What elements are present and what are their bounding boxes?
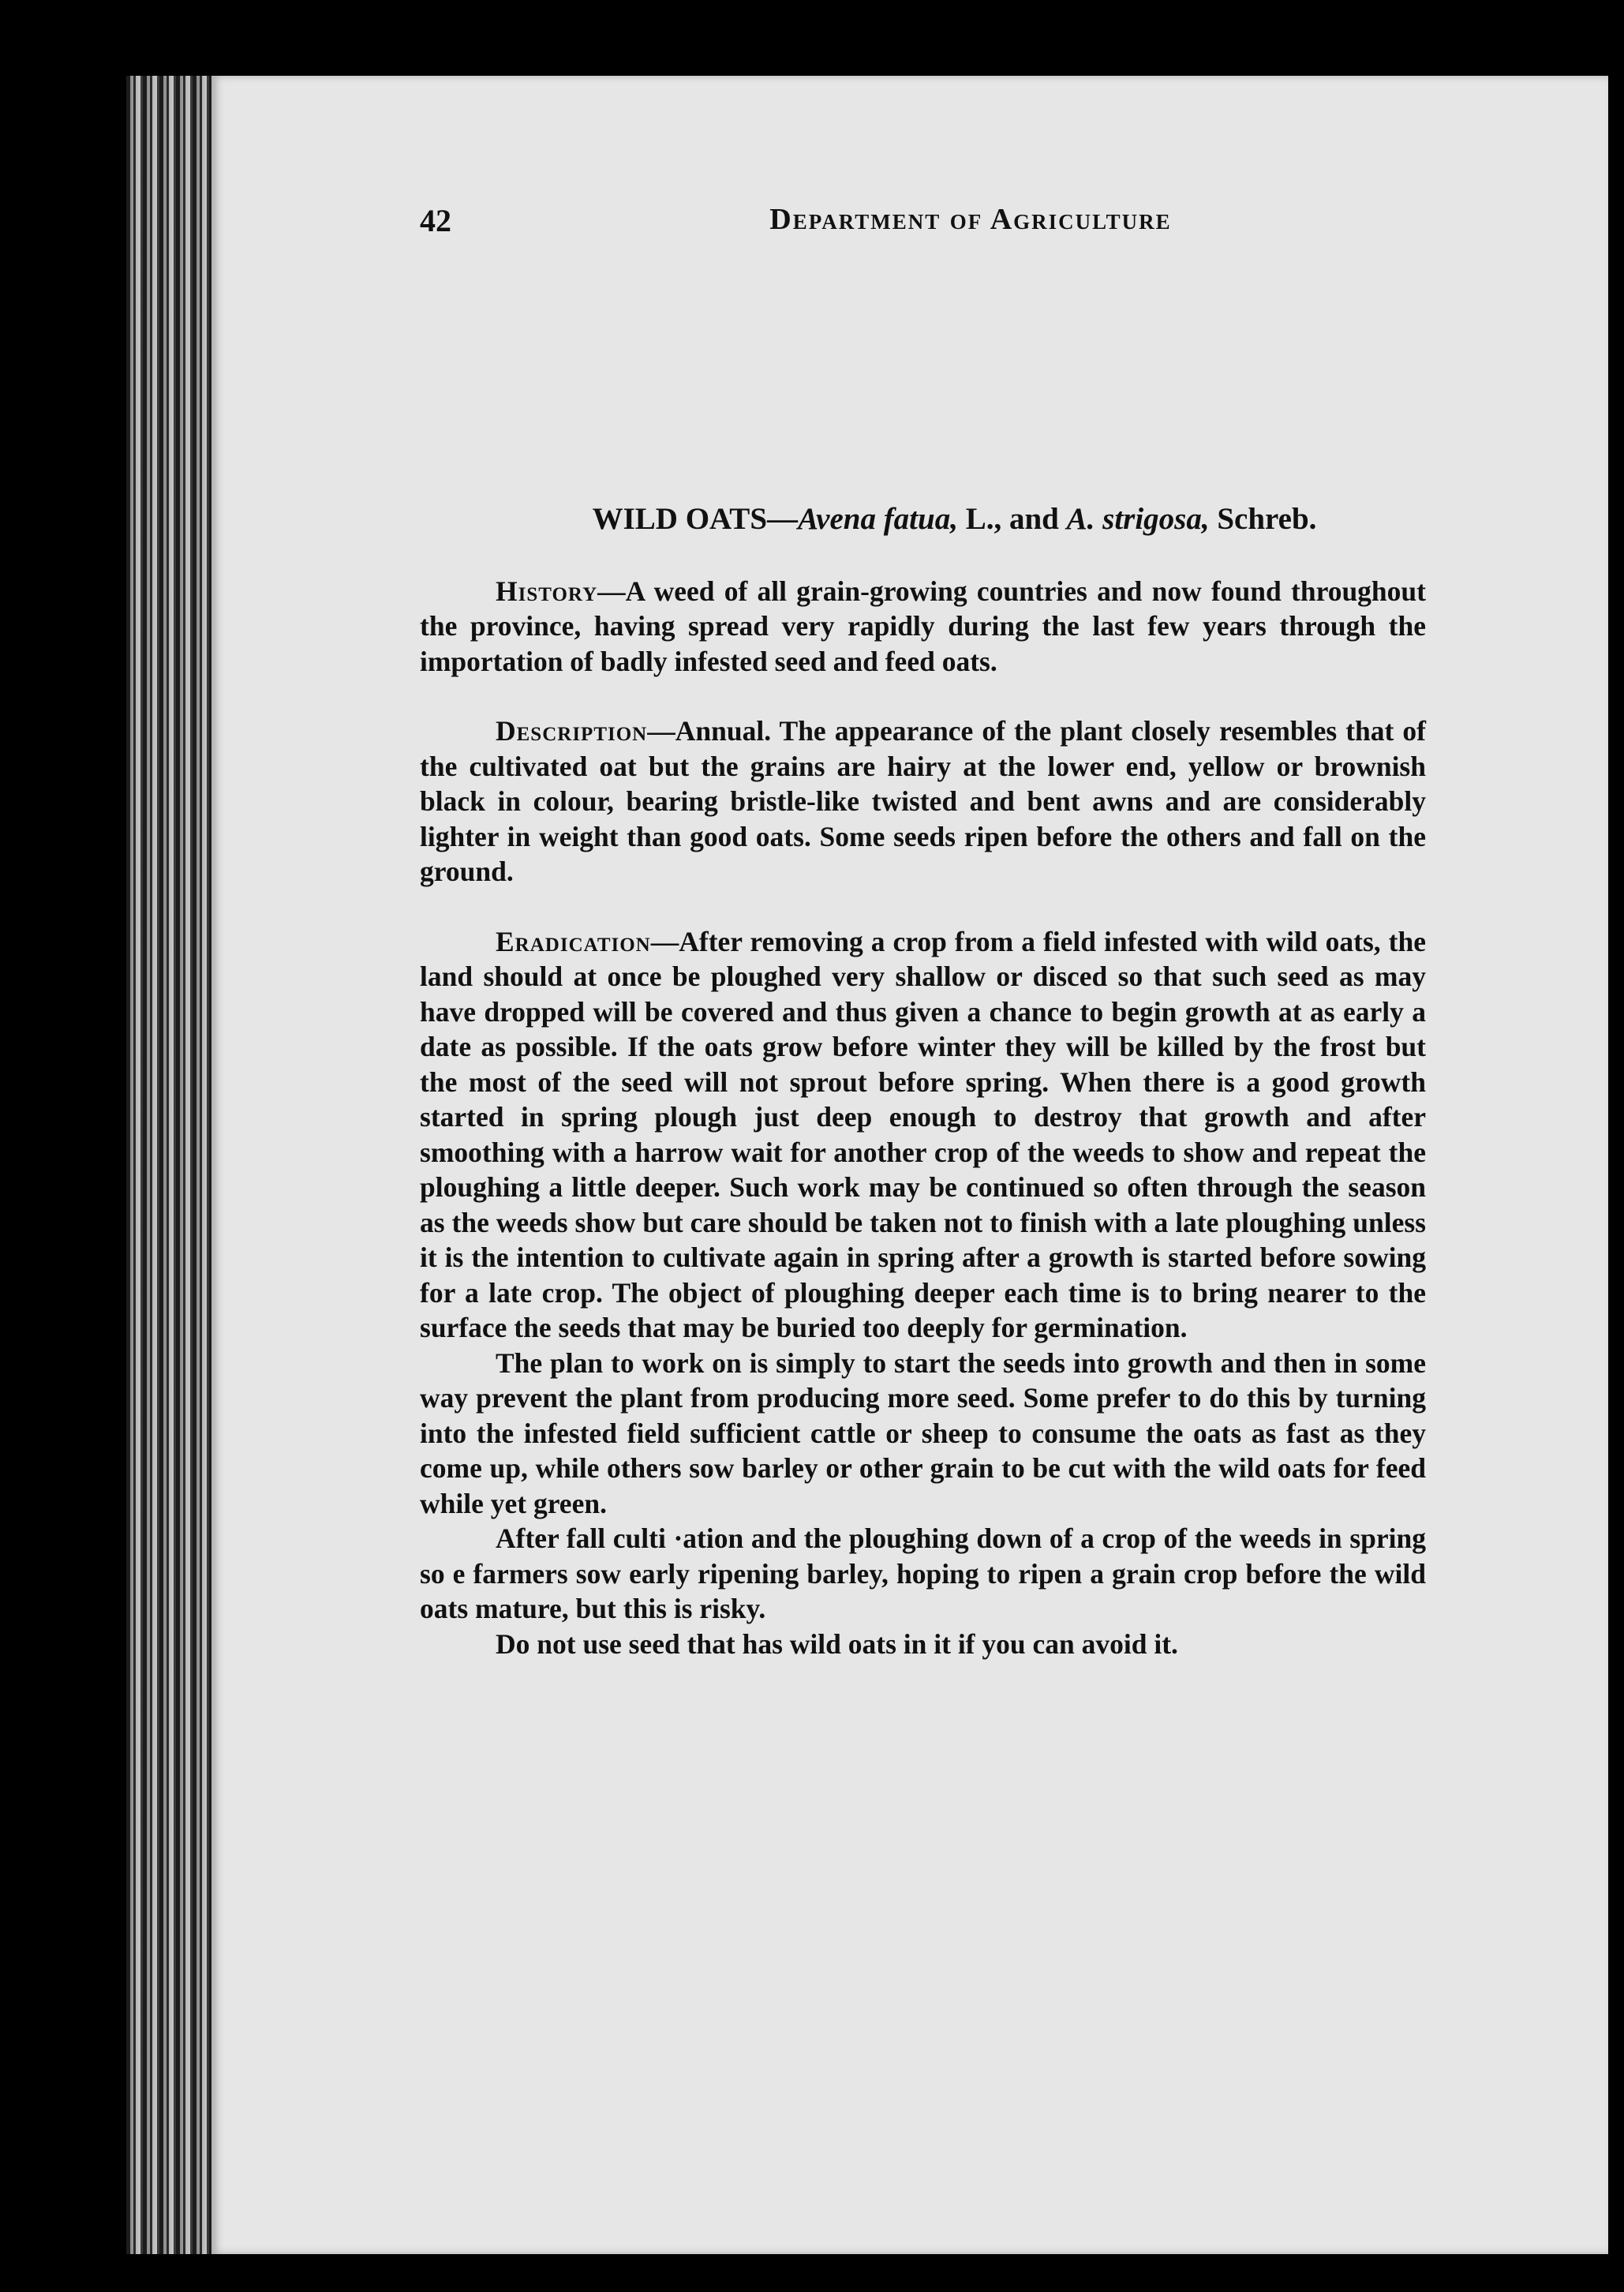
running-head: Department of Agriculture bbox=[769, 203, 1172, 236]
history-text: —A weed of all grain-growing countries and now found throughout the province, having spread very rapidly during the last few years through the importation of badly infested seed and feed oats. bbox=[420, 575, 1426, 677]
article-title bbox=[420, 502, 1426, 537]
description-heading: Description bbox=[496, 715, 648, 747]
eradication-paragraph-3: After fall culti ·ation and the ploughing down of a crop of the weeds in spring so e farmers sow early ripening barley, hoping to ripen a grain crop before the wild oats mature, but this is risky. bbox=[420, 1522, 1426, 1624]
title-species-1: Avena fatua, bbox=[798, 502, 958, 536]
book-binding-edge bbox=[126, 76, 213, 2254]
title-author-2: Schreb. bbox=[1209, 502, 1317, 536]
eradication-paragraph bbox=[420, 924, 1426, 1346]
eradication-text: —After removing a crop from a field infested with wild oats, the land should at once be ploughed very shallow or disced so that such seed as may have dropped will be covered and thus given a chance to begin growth at as early a date as possible. If the oats grow before winter they will be killed by the frost but the most of the seed will not sprout before spring. When there is a good growth started in spring plough just deep enough to destroy that growth and after smoothing with a harrow wait for another crop of the weeds to show and repeat the ploughing a little deeper. Such work may be continued so often through the season as the weeds show but care should be taken not to finish with a late ploughing unless it is the intention to cultivate again in spring after a growth is started before sowing for a late crop. The object of ploughing deeper each time is to bring nearer to the surface the seeds that may be buried too deeply for germination. bbox=[420, 925, 1426, 1343]
eradication-heading: Eradication bbox=[496, 925, 651, 957]
title-author-1: L., and bbox=[957, 502, 1067, 536]
history-heading: History bbox=[496, 575, 598, 607]
description-paragraph bbox=[420, 713, 1426, 889]
history-paragraph bbox=[420, 574, 1426, 680]
eradication-paragraph-2: The plan to work on is simply to start the seeds into growth and then in some way prevent the plant from producing more seed. Some prefer to do this by turning into the infested field sufficient cattle or sheep to consume the oats as fast as they come up, while others sow barley or other grain to be cut with the wild oats for feed while yet green. bbox=[420, 1346, 1426, 1519]
book-page bbox=[211, 76, 1608, 2254]
page-header bbox=[420, 202, 1521, 249]
title-species-2: A. strigosa, bbox=[1066, 502, 1210, 536]
page-number: 42 bbox=[420, 203, 451, 238]
article-body bbox=[420, 502, 1426, 1661]
title-common-name: WILD OATS— bbox=[592, 502, 799, 536]
eradication-paragraph-4: Do not use seed that has wild oats in it if you can avoid it. bbox=[496, 1627, 1178, 1660]
description-text: —Annual. The appearance of the plant closely resembles that of the cultivated oat but the grains are hairy at the lower end, yellow or brownish black in colour, bearing bristle-like twisted and bent awns and are considerably lighter in weight than good oats. Some seeds ripen before the others and fall on the ground. bbox=[420, 715, 1426, 887]
